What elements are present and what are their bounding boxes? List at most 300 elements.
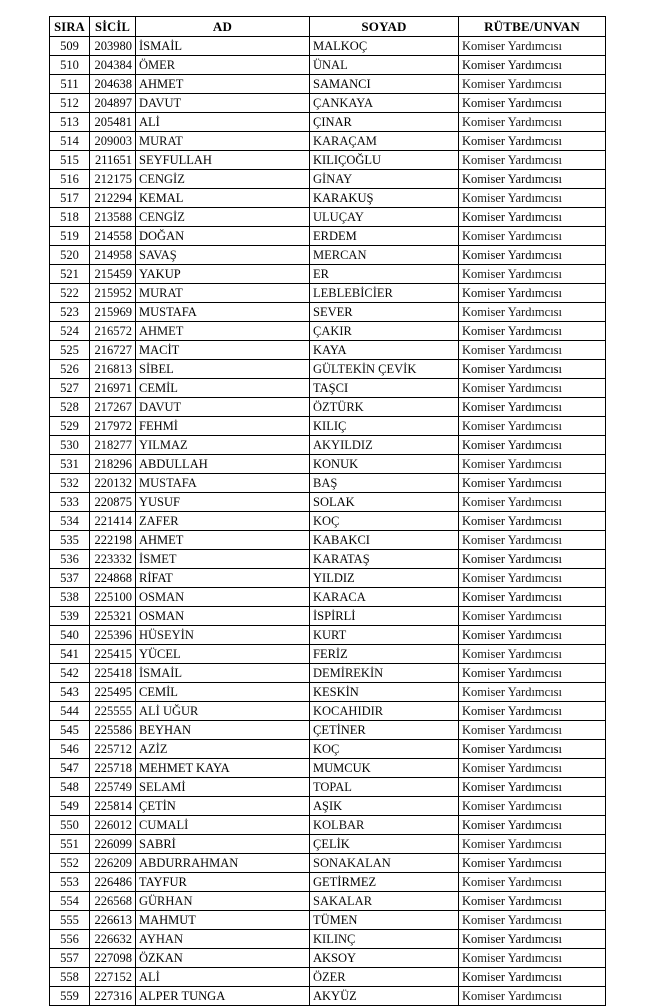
cell-soyad: ÖZTÜRK [310,398,459,417]
cell-rutbe: Komiser Yardımcısı [459,75,606,94]
cell-sicil: 218296 [90,455,136,474]
cell-sicil: 205481 [90,113,136,132]
cell-rutbe: Komiser Yardımcısı [459,151,606,170]
table-row [50,968,606,987]
cell-sicil: 226632 [90,930,136,949]
table-row [50,360,606,379]
cell-soyad: ERDEM [310,227,459,246]
cell-rutbe: Komiser Yardımcısı [459,246,606,265]
table-row [50,683,606,702]
cell-rutbe: Komiser Yardımcısı [459,531,606,550]
cell-soyad: AKYÜZ [310,987,459,1006]
cell-rutbe: Komiser Yardımcısı [459,436,606,455]
cell-ad: OSMAN [136,588,310,607]
cell-sicil: 215459 [90,265,136,284]
cell-sira: 544 [50,702,90,721]
cell-sicil: 225814 [90,797,136,816]
cell-ad: DAVUT [136,94,310,113]
cell-rutbe: Komiser Yardımcısı [459,341,606,360]
cell-ad: FEHMİ [136,417,310,436]
cell-sira: 558 [50,968,90,987]
cell-rutbe: Komiser Yardımcısı [459,873,606,892]
cell-sira: 528 [50,398,90,417]
cell-sira: 539 [50,607,90,626]
cell-rutbe: Komiser Yardımcısı [459,474,606,493]
cell-sicil: 216813 [90,360,136,379]
cell-rutbe: Komiser Yardımcısı [459,664,606,683]
cell-sira: 519 [50,227,90,246]
cell-ad: HÜSEYİN [136,626,310,645]
table-row [50,303,606,322]
cell-sira: 550 [50,816,90,835]
cell-sira: 513 [50,113,90,132]
cell-sicil: 223332 [90,550,136,569]
cell-rutbe: Komiser Yardımcısı [459,835,606,854]
cell-rutbe: Komiser Yardımcısı [459,379,606,398]
cell-soyad: TOPAL [310,778,459,797]
cell-soyad: ÇINAR [310,113,459,132]
cell-rutbe: Komiser Yardımcısı [459,398,606,417]
cell-ad: MACİT [136,341,310,360]
table-row [50,227,606,246]
table-row [50,341,606,360]
cell-rutbe: Komiser Yardımcısı [459,626,606,645]
cell-sicil: 225100 [90,588,136,607]
cell-rutbe: Komiser Yardımcısı [459,816,606,835]
cell-sira: 535 [50,531,90,550]
cell-sicil: 225749 [90,778,136,797]
cell-rutbe: Komiser Yardımcısı [459,113,606,132]
cell-rutbe: Komiser Yardımcısı [459,132,606,151]
cell-ad: ABDULLAH [136,455,310,474]
cell-sicil: 215952 [90,284,136,303]
cell-rutbe: Komiser Yardımcısı [459,37,606,56]
cell-soyad: ER [310,265,459,284]
cell-soyad: BAŞ [310,474,459,493]
cell-soyad: AŞIK [310,797,459,816]
cell-ad: AZİZ [136,740,310,759]
cell-ad: İSMET [136,550,310,569]
cell-ad: AHMET [136,75,310,94]
cell-rutbe: Komiser Yardımcısı [459,550,606,569]
cell-ad: MURAT [136,284,310,303]
cell-rutbe: Komiser Yardımcısı [459,588,606,607]
cell-sicil: 217267 [90,398,136,417]
table-row [50,816,606,835]
column-header-sicil: SİCİL [90,17,136,37]
table-header [50,17,606,37]
table-row [50,246,606,265]
cell-sicil: 224868 [90,569,136,588]
column-header-ad: AD [136,17,310,37]
table-row [50,987,606,1006]
cell-soyad: FERİZ [310,645,459,664]
cell-sicil: 216727 [90,341,136,360]
cell-rutbe: Komiser Yardımcısı [459,702,606,721]
cell-soyad: ULUÇAY [310,208,459,227]
cell-sira: 533 [50,493,90,512]
cell-rutbe: Komiser Yardımcısı [459,189,606,208]
cell-soyad: TAŞCI [310,379,459,398]
cell-sira: 555 [50,911,90,930]
cell-ad: DAVUT [136,398,310,417]
cell-ad: CUMALİ [136,816,310,835]
table-row [50,493,606,512]
cell-rutbe: Komiser Yardımcısı [459,227,606,246]
table-row [50,740,606,759]
cell-soyad: GİNAY [310,170,459,189]
cell-ad: SELAMİ [136,778,310,797]
cell-sira: 522 [50,284,90,303]
cell-sicil: 226099 [90,835,136,854]
cell-sira: 511 [50,75,90,94]
table-row [50,512,606,531]
cell-sicil: 218277 [90,436,136,455]
cell-soyad: ÇELİK [310,835,459,854]
cell-ad: ÖZKAN [136,949,310,968]
table-row [50,588,606,607]
cell-ad: ÖMER [136,56,310,75]
cell-ad: SEYFULLAH [136,151,310,170]
cell-sicil: 226613 [90,911,136,930]
cell-ad: SİBEL [136,360,310,379]
cell-soyad: KILINÇ [310,930,459,949]
cell-soyad: KARAKUŞ [310,189,459,208]
cell-rutbe: Komiser Yardımcısı [459,265,606,284]
cell-sicil: 225495 [90,683,136,702]
cell-sira: 538 [50,588,90,607]
table-row [50,702,606,721]
cell-rutbe: Komiser Yardımcısı [459,797,606,816]
cell-sira: 543 [50,683,90,702]
cell-sira: 540 [50,626,90,645]
cell-ad: CENGİZ [136,170,310,189]
table-row [50,398,606,417]
cell-soyad: KARAÇAM [310,132,459,151]
cell-ad: KEMAL [136,189,310,208]
cell-rutbe: Komiser Yardımcısı [459,987,606,1006]
cell-sira: 541 [50,645,90,664]
cell-rutbe: Komiser Yardımcısı [459,360,606,379]
cell-sicil: 226568 [90,892,136,911]
table-row [50,531,606,550]
cell-ad: TAYFUR [136,873,310,892]
cell-sira: 534 [50,512,90,531]
cell-sira: 556 [50,930,90,949]
cell-sicil: 212175 [90,170,136,189]
cell-soyad: SONAKALAN [310,854,459,873]
cell-rutbe: Komiser Yardımcısı [459,607,606,626]
cell-soyad: KARACA [310,588,459,607]
cell-ad: CEMİL [136,379,310,398]
cell-sicil: 204897 [90,94,136,113]
cell-sicil: 204638 [90,75,136,94]
cell-soyad: MUMCUK [310,759,459,778]
cell-rutbe: Komiser Yardımcısı [459,930,606,949]
cell-ad: YÜCEL [136,645,310,664]
cell-sira: 559 [50,987,90,1006]
cell-sira: 545 [50,721,90,740]
cell-ad: AHMET [136,531,310,550]
cell-sira: 514 [50,132,90,151]
cell-rutbe: Komiser Yardımcısı [459,683,606,702]
cell-soyad: KOÇ [310,512,459,531]
table-row [50,322,606,341]
table-row [50,94,606,113]
table-row [50,626,606,645]
cell-soyad: GETİRMEZ [310,873,459,892]
cell-sira: 536 [50,550,90,569]
cell-rutbe: Komiser Yardımcısı [459,911,606,930]
table-row [50,645,606,664]
cell-soyad: KILIÇ [310,417,459,436]
table-row [50,892,606,911]
table-row [50,664,606,683]
cell-ad: ABDURRAHMAN [136,854,310,873]
cell-rutbe: Komiser Yardımcısı [459,208,606,227]
cell-soyad: KOÇ [310,740,459,759]
cell-rutbe: Komiser Yardımcısı [459,569,606,588]
cell-ad: GÜRHAN [136,892,310,911]
cell-sira: 517 [50,189,90,208]
cell-rutbe: Komiser Yardımcısı [459,645,606,664]
cell-soyad: DEMİREKİN [310,664,459,683]
table-row [50,778,606,797]
cell-sicil: 211651 [90,151,136,170]
cell-sicil: 214958 [90,246,136,265]
cell-rutbe: Komiser Yardımcısı [459,417,606,436]
table-row [50,189,606,208]
cell-ad: SAVAŞ [136,246,310,265]
cell-soyad: SOLAK [310,493,459,512]
cell-soyad: MERCAN [310,246,459,265]
cell-sicil: 204384 [90,56,136,75]
table-row [50,569,606,588]
table-row [50,113,606,132]
table-row [50,170,606,189]
cell-sira: 546 [50,740,90,759]
cell-rutbe: Komiser Yardımcısı [459,512,606,531]
cell-soyad: ÇAKIR [310,322,459,341]
cell-sira: 525 [50,341,90,360]
table-row [50,132,606,151]
cell-sira: 557 [50,949,90,968]
column-header-sira: SIRA [50,17,90,37]
cell-sicil: 217972 [90,417,136,436]
cell-sira: 532 [50,474,90,493]
cell-rutbe: Komiser Yardımcısı [459,892,606,911]
cell-sicil: 222198 [90,531,136,550]
cell-soyad: KILIÇOĞLU [310,151,459,170]
cell-sira: 523 [50,303,90,322]
cell-sicil: 225718 [90,759,136,778]
cell-sicil: 225586 [90,721,136,740]
table-row [50,759,606,778]
cell-sira: 548 [50,778,90,797]
cell-ad: MUSTAFA [136,474,310,493]
cell-ad: SABRİ [136,835,310,854]
cell-sicil: 226209 [90,854,136,873]
cell-soyad: KESKİN [310,683,459,702]
cell-sira: 527 [50,379,90,398]
table-row [50,379,606,398]
cell-sira: 531 [50,455,90,474]
cell-sira: 516 [50,170,90,189]
cell-rutbe: Komiser Yardımcısı [459,740,606,759]
cell-soyad: KOLBAR [310,816,459,835]
cell-ad: YUSUF [136,493,310,512]
cell-soyad: ÇETİNER [310,721,459,740]
cell-sira: 509 [50,37,90,56]
table-row [50,37,606,56]
cell-ad: AHMET [136,322,310,341]
cell-ad: OSMAN [136,607,310,626]
cell-sira: 518 [50,208,90,227]
cell-rutbe: Komiser Yardımcısı [459,56,606,75]
cell-sira: 547 [50,759,90,778]
table-row [50,56,606,75]
cell-soyad: GÜLTEKİN ÇEVİK [310,360,459,379]
cell-soyad: LEBLEBİCİER [310,284,459,303]
table-row [50,284,606,303]
cell-soyad: KURT [310,626,459,645]
cell-sira: 542 [50,664,90,683]
column-header-rutbe: RÜTBE/UNVAN [459,17,606,37]
table-row [50,835,606,854]
cell-sicil: 214558 [90,227,136,246]
cell-sicil: 209003 [90,132,136,151]
cell-soyad: SAMANCI [310,75,459,94]
cell-sira: 553 [50,873,90,892]
cell-soyad: İSPİRLİ [310,607,459,626]
cell-sicil: 203980 [90,37,136,56]
cell-sicil: 227316 [90,987,136,1006]
table-row [50,797,606,816]
table-row [50,265,606,284]
table-row [50,911,606,930]
table-row [50,930,606,949]
cell-ad: BEYHAN [136,721,310,740]
table-row [50,550,606,569]
cell-sira: 530 [50,436,90,455]
cell-sira: 549 [50,797,90,816]
cell-sicil: 225418 [90,664,136,683]
cell-sicil: 226012 [90,816,136,835]
cell-ad: DOĞAN [136,227,310,246]
cell-rutbe: Komiser Yardımcısı [459,455,606,474]
cell-rutbe: Komiser Yardımcısı [459,284,606,303]
cell-sira: 529 [50,417,90,436]
cell-sicil: 225321 [90,607,136,626]
cell-rutbe: Komiser Yardımcısı [459,854,606,873]
cell-ad: CENGİZ [136,208,310,227]
cell-sira: 552 [50,854,90,873]
cell-rutbe: Komiser Yardımcısı [459,322,606,341]
table-row [50,607,606,626]
cell-ad: ALİ [136,113,310,132]
table-row [50,873,606,892]
cell-soyad: YILDIZ [310,569,459,588]
cell-ad: ÇETİN [136,797,310,816]
table-row [50,949,606,968]
cell-soyad: KARATAŞ [310,550,459,569]
table-body [50,37,606,1006]
cell-sira: 512 [50,94,90,113]
cell-soyad: ÖZER [310,968,459,987]
cell-sira: 521 [50,265,90,284]
cell-soyad: KABAKCI [310,531,459,550]
cell-sicil: 227098 [90,949,136,968]
cell-ad: ALPER TUNGA [136,987,310,1006]
cell-soyad: KOCAHIDIR [310,702,459,721]
cell-ad: AYHAN [136,930,310,949]
cell-ad: İSMAİL [136,664,310,683]
cell-sicil: 212294 [90,189,136,208]
cell-rutbe: Komiser Yardımcısı [459,721,606,740]
cell-sicil: 215969 [90,303,136,322]
cell-soyad: AKSOY [310,949,459,968]
cell-rutbe: Komiser Yardımcısı [459,778,606,797]
cell-rutbe: Komiser Yardımcısı [459,968,606,987]
table-row [50,208,606,227]
cell-sicil: 216971 [90,379,136,398]
cell-sira: 515 [50,151,90,170]
cell-rutbe: Komiser Yardımcısı [459,94,606,113]
cell-sicil: 225396 [90,626,136,645]
table-row [50,854,606,873]
cell-sicil: 227152 [90,968,136,987]
cell-ad: MUSTAFA [136,303,310,322]
cell-sicil: 225555 [90,702,136,721]
cell-soyad: KONUK [310,455,459,474]
cell-soyad: AKYILDIZ [310,436,459,455]
table-row [50,151,606,170]
table-row [50,417,606,436]
cell-sira: 524 [50,322,90,341]
cell-soyad: SAKALAR [310,892,459,911]
cell-ad: YILMAZ [136,436,310,455]
cell-ad: İSMAİL [136,37,310,56]
cell-sicil: 221414 [90,512,136,531]
table-row [50,474,606,493]
cell-sira: 537 [50,569,90,588]
cell-soyad: TÜMEN [310,911,459,930]
cell-sira: 510 [50,56,90,75]
cell-soyad: ÜNAL [310,56,459,75]
cell-sicil: 213588 [90,208,136,227]
cell-soyad: SEVER [310,303,459,322]
table-row [50,436,606,455]
cell-sicil: 216572 [90,322,136,341]
cell-rutbe: Komiser Yardımcısı [459,759,606,778]
cell-ad: MAHMUT [136,911,310,930]
cell-soyad: MALKOÇ [310,37,459,56]
cell-sira: 520 [50,246,90,265]
cell-sira: 526 [50,360,90,379]
table-row [50,455,606,474]
cell-soyad: ÇANKAYA [310,94,459,113]
cell-sicil: 220132 [90,474,136,493]
cell-sira: 554 [50,892,90,911]
cell-rutbe: Komiser Yardımcısı [459,949,606,968]
table-row [50,75,606,94]
cell-sicil: 226486 [90,873,136,892]
cell-ad: ZAFER [136,512,310,531]
cell-ad: MURAT [136,132,310,151]
cell-ad: ALİ UĞUR [136,702,310,721]
personnel-roster-table [49,16,606,1006]
cell-rutbe: Komiser Yardımcısı [459,493,606,512]
